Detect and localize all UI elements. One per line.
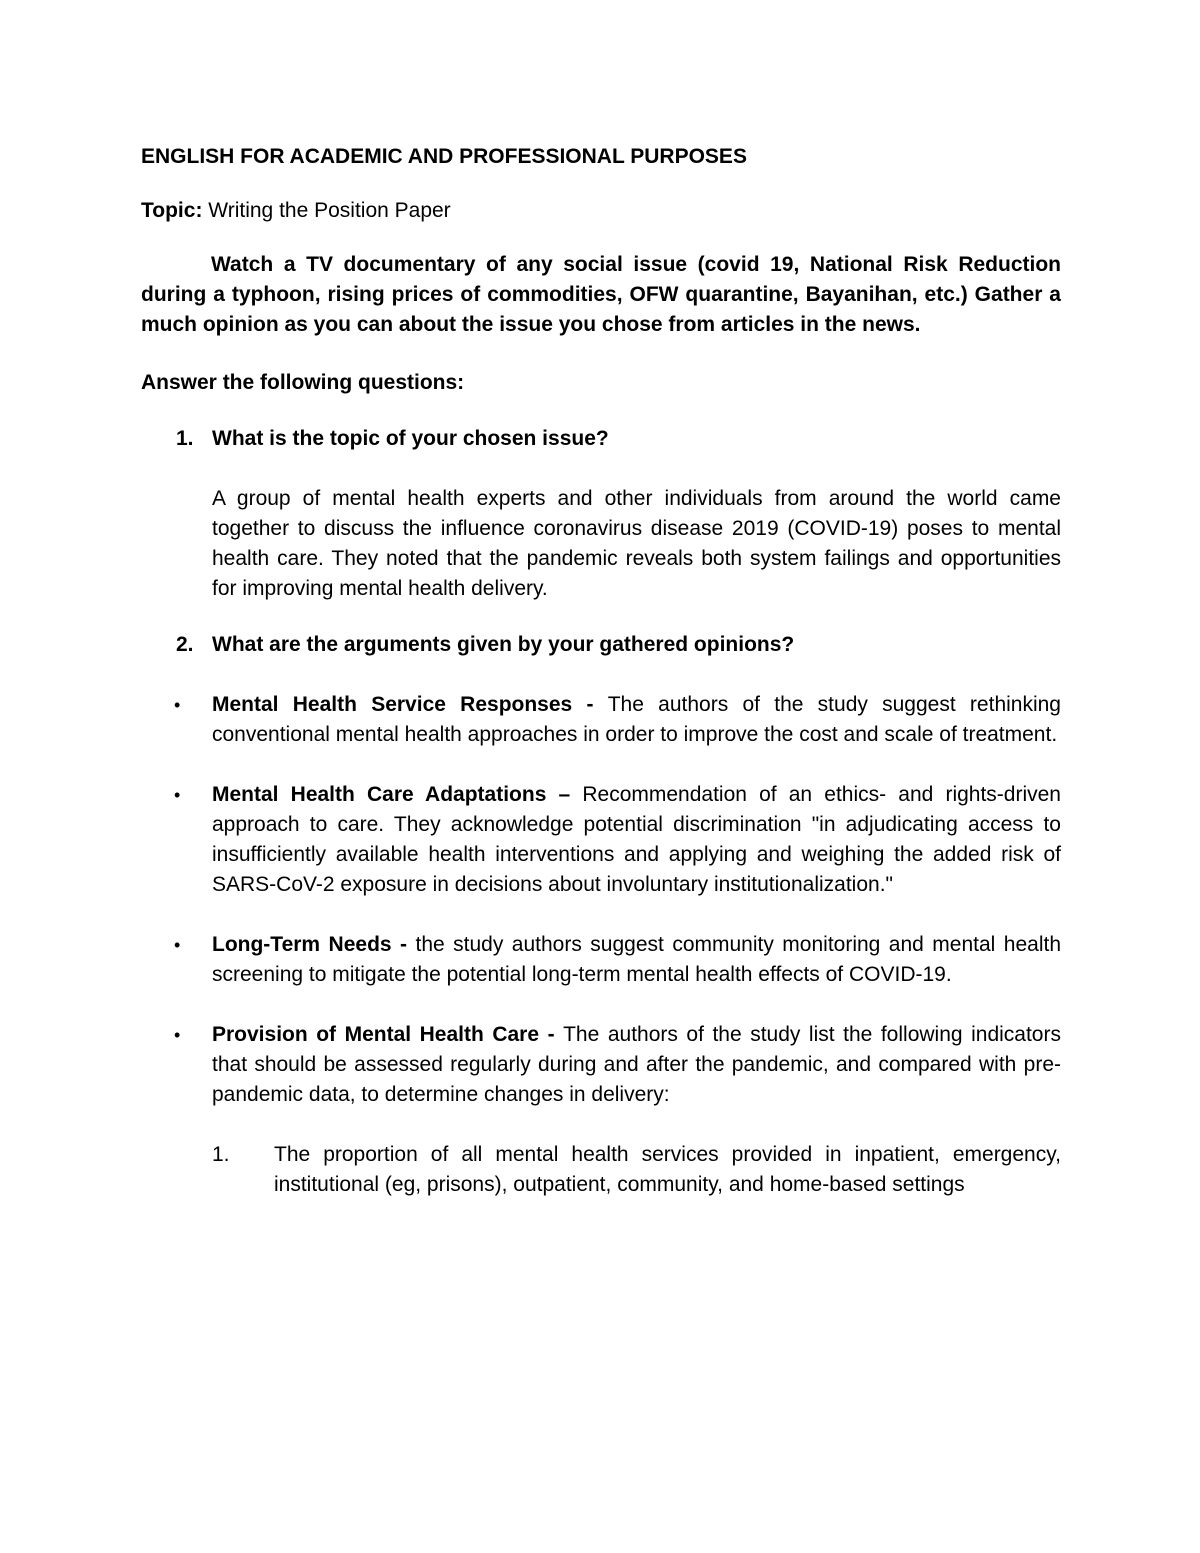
answer-heading: Answer the following questions: — [141, 371, 465, 394]
bullet-provision-of-care — [141, 1020, 1061, 1110]
bullet-long-term-needs — [141, 930, 1061, 990]
bullet-body — [212, 1020, 1061, 1110]
bullet-symbol: • — [174, 695, 181, 715]
bullet-term: Provision of Mental Health Care - — [212, 1023, 564, 1046]
bullet-term: Mental Health Service Responses - — [212, 693, 608, 716]
bullet-symbol: • — [174, 935, 181, 955]
question-number: 1. — [176, 427, 194, 450]
bullet-body — [212, 780, 1061, 900]
question-text: What are the arguments given by your gathered opinions? — [212, 633, 795, 656]
document-page — [141, 128, 1061, 1200]
topic-value: Writing the Position Paper — [202, 199, 451, 222]
bullet-service-responses — [141, 690, 1061, 750]
instructions-paragraph: Watch a TV documentary of any social issue (covid 19, National Risk Reduction during a typhoon, rising prices of commodities, OFW quarantine, Bayanihan, etc.) Gather a much opinion as you can about the issue you chose from articles in the news. — [141, 253, 1061, 336]
bullet-text: Recommendation of an ethics- and rights-driven approach to care. They acknowledge potential discrimination "in adjudicating access to insufficiently available health interventions and applying and weighing the added risk of SARS-CoV-2 exposure in decisions about involuntary institutionalization." — [212, 783, 1061, 896]
bullet-symbol: • — [174, 1025, 181, 1045]
bullet-text: The authors of the study suggest rethinking conventional mental health approaches in order to improve the cost and scale of treatment. — [212, 693, 1061, 746]
question-1 — [141, 424, 1061, 454]
bullet-text: the study authors suggest community monitoring and mental health screening to mitigate the potential long-term mental health effects of COVID-19. — [212, 933, 1062, 986]
bullet-body — [212, 690, 1061, 750]
answer-1: A group of mental health experts and other individuals from around the world came together to discuss the influence coronavirus disease 2019 (COVID-19) poses to mental health care. They noted that the pandemic reveals both system failings and opportunities for improving mental health delivery. — [212, 487, 1061, 600]
bullet-care-adaptations — [141, 780, 1061, 900]
topic-line — [141, 196, 1061, 226]
indicator-item-1 — [212, 1140, 1061, 1200]
bullet-body — [212, 930, 1061, 990]
document-title: ENGLISH FOR ACADEMIC AND PROFESSIONAL PURPOSES — [141, 145, 747, 168]
indicator-text: The proportion of all mental health services provided in inpatient, emergency, institutional (eg, prisons), outpatient, community, and home-based settings — [274, 1143, 1061, 1196]
topic-label: Topic: — [141, 199, 203, 222]
question-text: What is the topic of your chosen issue? — [212, 427, 609, 450]
bullet-term: Mental Health Care Adaptations – — [212, 783, 583, 806]
question-2 — [141, 630, 1061, 660]
bullet-text: The authors of the study list the following indicators that should be assessed regularly during and after the pandemic, and compared with pre-pandemic data, to determine changes in delivery: — [212, 1023, 1061, 1106]
indicator-number: 1. — [212, 1143, 230, 1166]
bullet-symbol: • — [174, 785, 181, 805]
bullet-term: Long-Term Needs - — [212, 933, 416, 956]
question-number: 2. — [176, 633, 194, 656]
